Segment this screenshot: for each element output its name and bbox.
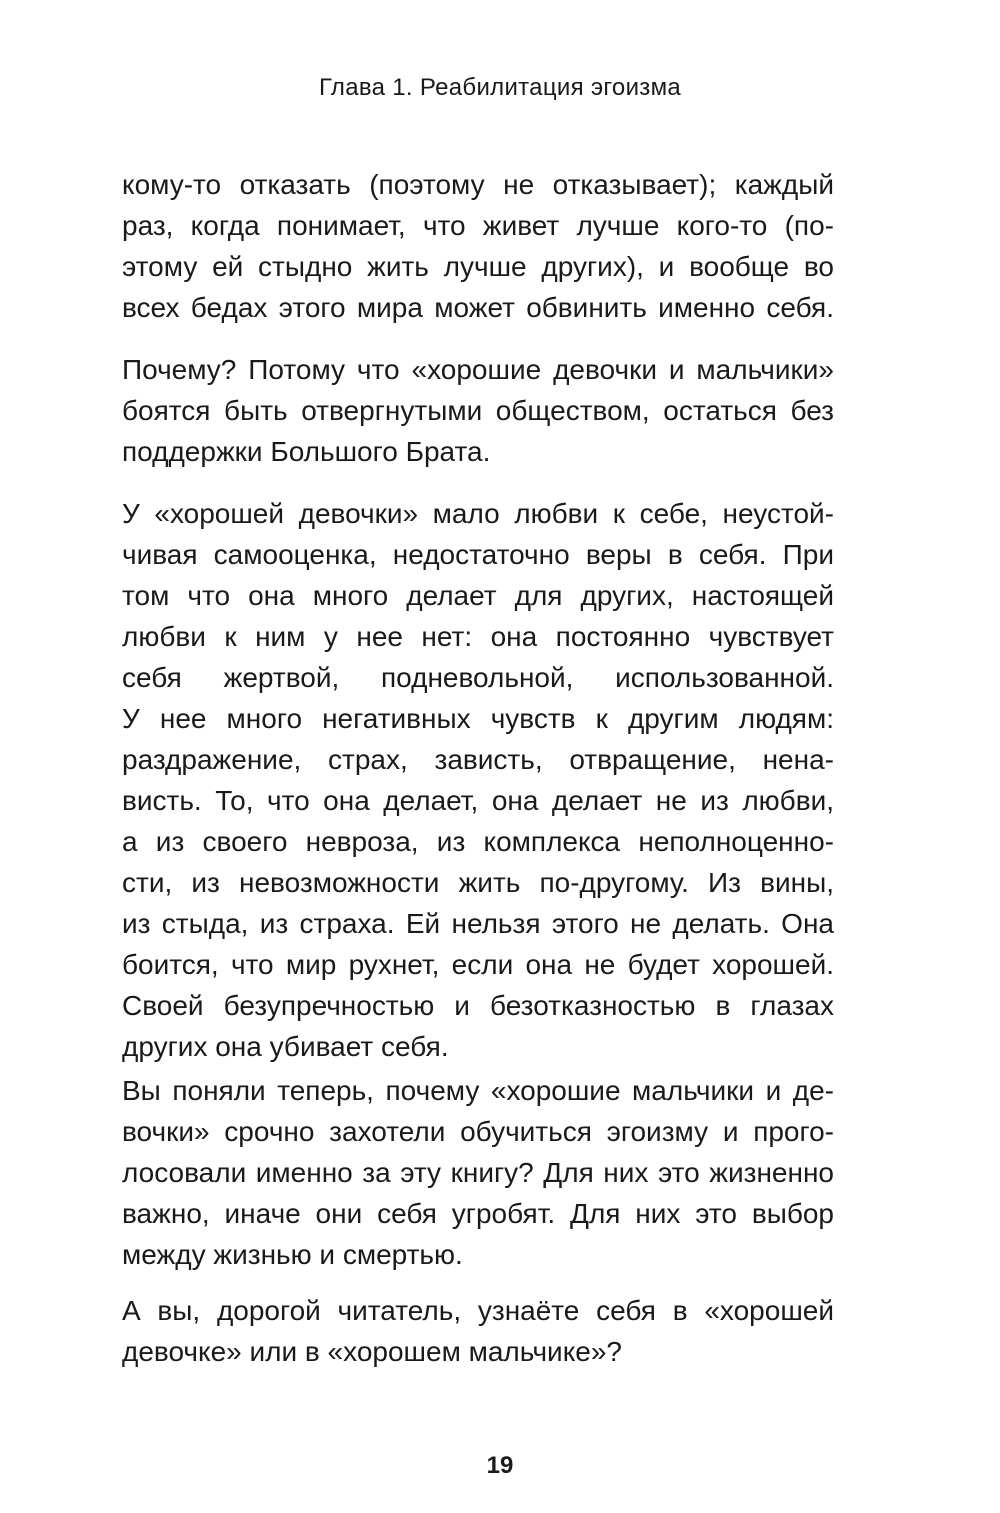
text-line: других она убивает себя. [122, 1031, 449, 1062]
text-line: всех бедах этого мира может обвинить именно себя. [122, 292, 834, 323]
page-number: 19 [486, 1452, 514, 1479]
text-line: вочки» срочно захотели обучиться эгоизму и прого- [122, 1116, 834, 1147]
text-line: боится, что мир рухнет, если она не будет хорошей. [122, 949, 834, 980]
text-line: между жизнью и смертью. [122, 1239, 463, 1270]
text-line: У «хорошей девочки» мало любви к себе, неустой- [122, 498, 834, 529]
text-line: кому-то отказать (поэтому не отказывает); каждый [122, 169, 834, 200]
text-line: чивая самооценка, недостаточно веры в себя. При [122, 539, 834, 570]
text-line: боятся быть отвергнутыми обществом, остаться без [122, 395, 834, 426]
paragraph-3 [122, 493, 834, 1067]
text-line: девочке» или в «хорошем мальчике»? [122, 1336, 622, 1367]
text-line: себя жертвой, подневольной, использованной. [122, 662, 834, 693]
text-line: У нее много негативных чувств к другим людям: [122, 703, 834, 734]
text-line: раз, когда понимает, что живет лучше кого-то (по- [122, 210, 834, 241]
running-header: Глава 1. Реабилитация эгоизма [318, 74, 682, 101]
text-line: Вы поняли теперь, почему «хорошие мальчики и де- [122, 1075, 834, 1106]
paragraph-2 [122, 349, 834, 472]
paragraph-5 [122, 1290, 834, 1372]
text-line: висть. То, что она делает, она делает не из любви, [122, 785, 834, 816]
paragraph-4 [122, 1070, 834, 1275]
text-line: том что она много делает для других, настоящей [122, 580, 834, 611]
text-line: из стыда, из страха. Ей нельзя этого не делать. Она [122, 908, 834, 939]
text-line: этому ей стыдно жить лучше других), и вообще во [122, 251, 834, 282]
text-line: поддержки Большого Брата. [122, 436, 491, 467]
text-line: сти, из невозможности жить по-другому. Из вины, [122, 867, 834, 898]
text-line: важно, иначе они себя угробят. Для них это выбор [122, 1198, 834, 1229]
paragraph-1 [122, 164, 834, 328]
text-line: лосовали именно за эту книгу? Для них это жизненно [122, 1157, 834, 1188]
text-line: Почему? Потому что «хорошие девочки и мальчики» [122, 354, 834, 385]
text-line: Своей безупречностью и безотказностью в глазах [122, 990, 834, 1021]
text-line: А вы, дорогой читатель, узнаёте себя в «хорошей [122, 1295, 834, 1326]
text-line: а из своего невроза, из комплекса неполноценно- [122, 826, 834, 857]
text-line: любви к ним у нее нет: она постоянно чувствует [122, 621, 834, 652]
text-line: раздражение, страх, зависть, отвращение, нена- [122, 744, 834, 775]
